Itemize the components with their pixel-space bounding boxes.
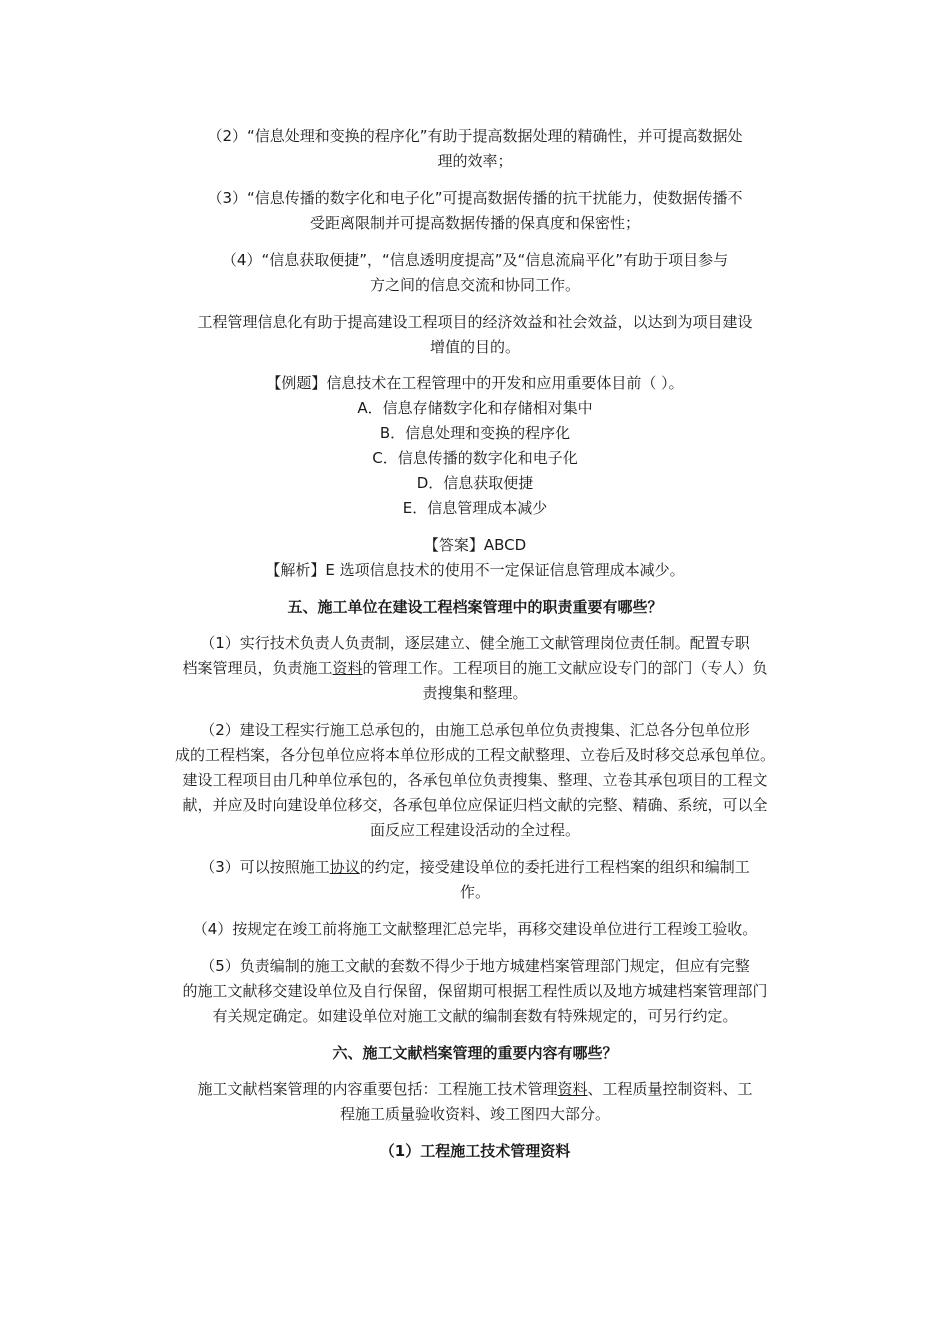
duty-1-line-2: [0, 656, 950, 680]
content-intro-line-1: [0, 1077, 950, 1101]
duty-3-line-1-post: 的约定，接受建设单位的委托进行工程档案的组织和编制工: [359, 858, 750, 876]
content-intro-line-1-pre: 施工文献档案管理的内容重要包括：工程施工技术管理: [197, 1080, 558, 1098]
duty-4-line-1: （4）按规定在竣工前将施工文献整理汇总完毕，再移交建设单位进行工程竣工验收。: [192, 920, 758, 938]
option-d: D．信息获取便捷: [416, 474, 534, 492]
duty-1-line-2-pre: 档案管理员，负责施工: [182, 659, 333, 677]
paragraph-summary-line-1: 工程管理信息化有助于提高建设工程项目的经济效益和社会效益，以达到为项目建设: [197, 313, 753, 331]
content-intro-line-1-post: 、工程质量控制资料、工: [587, 1080, 753, 1098]
section-heading-6: 六、施工文献档案管理的重要内容有哪些？: [332, 1044, 618, 1062]
section-heading-5: 五、施工单位在建设工程档案管理中的职责重要有哪些？: [287, 598, 663, 616]
option-c: C．信息传播的数字化和电子化: [372, 449, 578, 467]
duty-5-line-3: 有关规定确定。如建设单位对施工文献的编制套数有特殊规定的，可另行约定。: [212, 1007, 738, 1025]
content-intro-line-2: 程施工质量验收资料、竣工图四大部分。: [339, 1105, 610, 1123]
duty-2-line-4: 献，并应及时向建设单位移交，各承包单位应保证归档文献的完整、精确、系统，可以全: [182, 796, 768, 814]
duty-1-line-2-post: 的管理工作。工程项目的施工文献应设专门的部门（专人）负: [362, 659, 768, 677]
paragraph-item-4-line-1: （4）“信息获取便捷”，“信息透明度提高”及“信息流扁平化”有助于项目参与: [221, 251, 729, 269]
duty-5-line-1: （5）负责编制的施工文献的套数不得少于地方城建档案管理部门规定，但应有完整: [200, 957, 750, 975]
duty-3-line-1-pre: （3）可以按照施工: [200, 858, 330, 876]
duty-1-line-1: （1）实行技术负责人负责制，逐层建立、健全施工文献管理岗位责任制。配置专职: [200, 634, 750, 652]
duty-3-line-2: 作。: [459, 883, 490, 901]
option-e: E．信息管理成本减少: [402, 499, 548, 517]
duty-2-line-3: 建设工程项目由几种单位承包的，各承包单位负责搜集、整理、立卷其承包项目的工程文: [182, 771, 768, 789]
paragraph-item-4-line-2: 方之间的信息交流和协同工作。: [369, 276, 580, 294]
option-a: A．信息存储数字化和存储相对集中: [357, 399, 593, 417]
paragraph-item-3-line-2: 受距离限制并可提高数据传播的保真度和保密性；: [309, 214, 640, 232]
example-question: 【例题】信息技术在工程管理中的开发和应用重要体目前（ ）。: [266, 374, 684, 392]
duty-1-line-3: 责搜集和整理。: [422, 684, 528, 702]
duty-5-line-2: 的施工文献移交建设单位及自行保留，保留期可根据工程性质以及地方城建档案管理部门: [182, 982, 768, 1000]
answer: 【答案】ABCD: [423, 536, 527, 554]
option-b: B．信息处理和变换的程序化: [379, 424, 571, 442]
duty-2-line-1: （2）建设工程实行施工总承包的，由施工总承包单位负责搜集、汇总各分包单位形: [200, 721, 750, 739]
paragraph-summary-line-2: 增值的目的。: [429, 338, 520, 356]
analysis: 【解析】E 选项信息技术的使用不一定保证信息管理成本减少。: [265, 561, 685, 579]
duty-2-line-5: 面反应工程建设活动的全过程。: [369, 821, 580, 839]
paragraph-item-3-line-1: （3）“信息传播的数字化和电子化”可提高数据传播的抗干扰能力，使数据传播不: [207, 189, 743, 207]
paragraph-item-2-line-2: 理的效率；: [437, 152, 513, 170]
underlined-term-agreement: 协议: [329, 858, 360, 876]
duty-2-line-2: 成的工程档案，各分包单位应将本单位形成的工程文献整理、立卷后及时移交总承包单位。: [174, 746, 775, 764]
paragraph-item-2-line-1: （2）“信息处理和变换的程序化”有助于提高数据处理的精确性，并可提高数据处: [207, 127, 743, 145]
subheading-1: （1）工程施工技术管理资料: [379, 1142, 571, 1160]
duty-3-line-1: [0, 855, 950, 879]
underlined-term-materials: 资料: [332, 659, 363, 677]
underlined-term-materials-2: 资料: [557, 1080, 588, 1098]
